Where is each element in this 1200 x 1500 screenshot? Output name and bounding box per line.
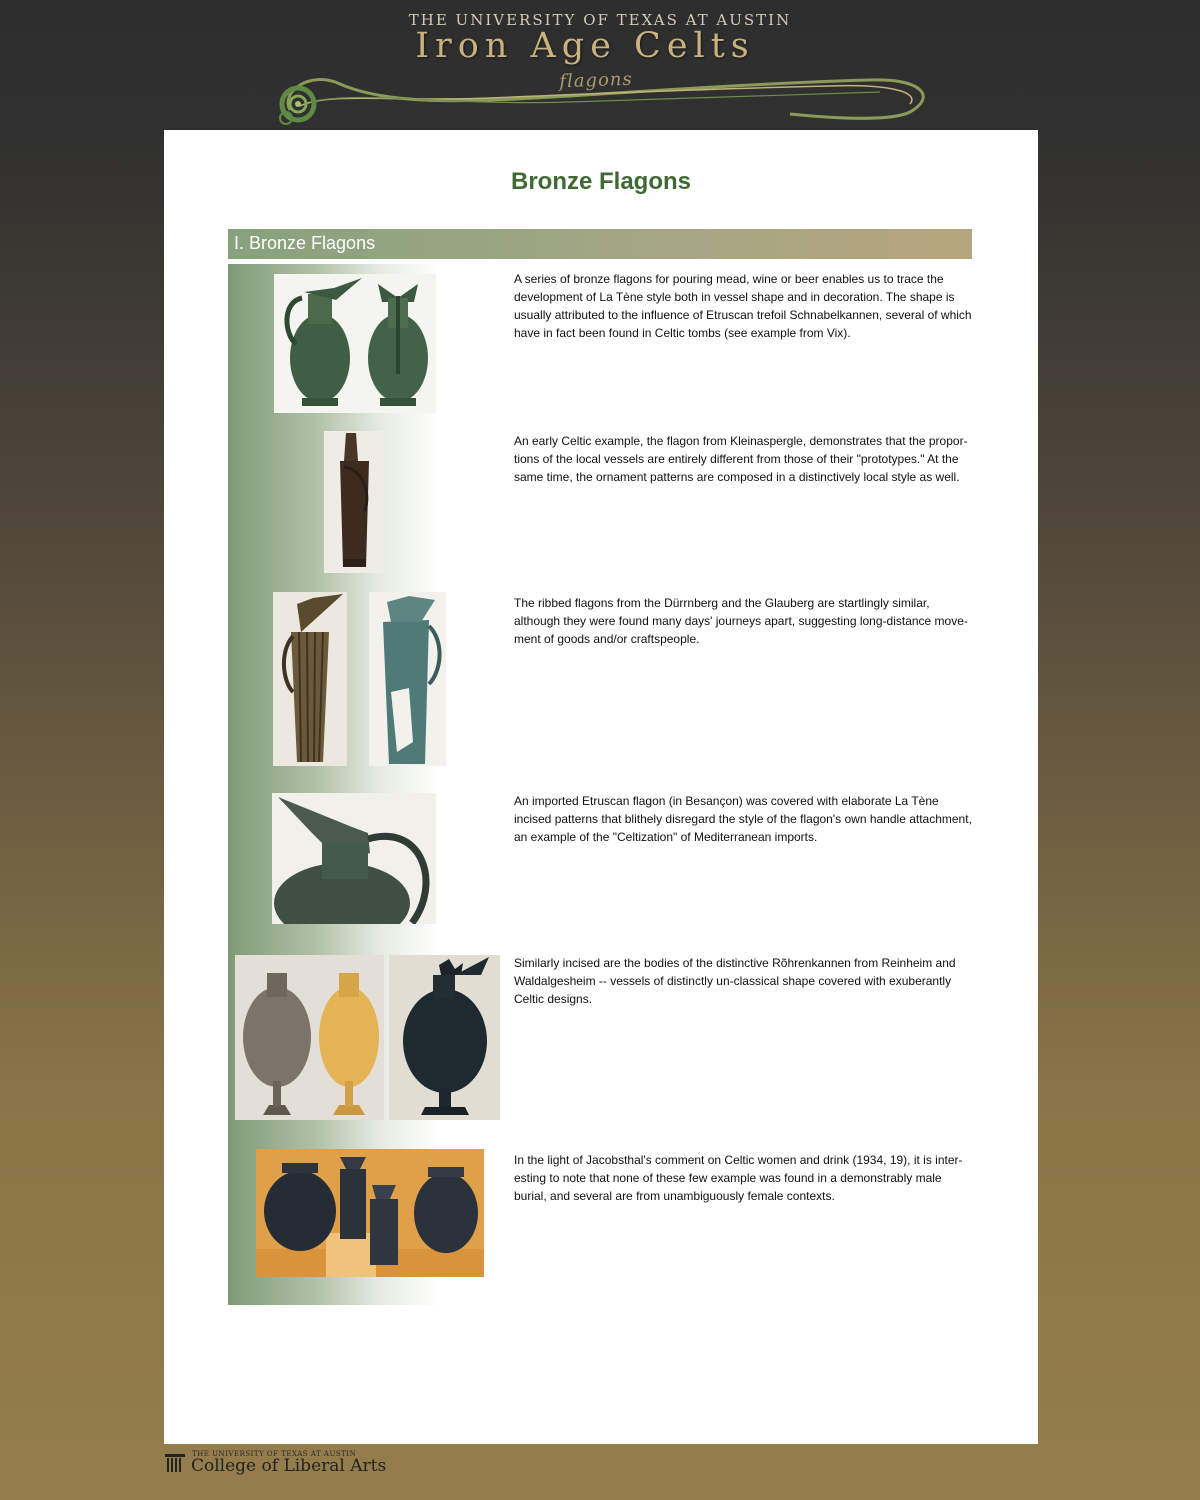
- entry-text-3: The ribbed flagons from the Dürrnberg and the Glauberg are startlingly similar, although they were found many days' journeys apart, suggesting long-distance move-ment of goods and/or craftspeople.: [514, 596, 968, 646]
- besancon-flagon-photo[interactable]: [272, 793, 436, 924]
- university-name: THE UNIVERSITY OF TEXAS AT AUSTIN: [408, 11, 792, 29]
- college-footer-logo[interactable]: [164, 1450, 424, 1480]
- footer-university-name: THE UNIVERSITY OF TEXAS AT AUSTIN: [192, 1450, 357, 1458]
- entry-text-1: A series of bronze flagons for pouring mead, wine or beer enables us to trace the development of La Tène style both in vessel shape and in decoration. The shape is usually attributed to the influence of Etruscan trefoil Schnabelkannen, several of which have in fact been found in Celtic tombs (see example from Vix).: [514, 272, 972, 340]
- entry-text-4: An imported Etruscan flagon (in Besançon) was covered with elaborate La Tène incised patterns that blithely disregard the style of the flagon's own handle attachment, an example of the "Celtization" of Mediterranean imports.: [514, 794, 972, 844]
- bronze-flagon-pair-photo[interactable]: [274, 274, 436, 413]
- section-title: I. Bronze Flagons: [234, 233, 376, 253]
- celtic-swirl-ornament: [270, 62, 940, 126]
- site-subtitle: flagons: [558, 68, 634, 93]
- waldalgesheim-rohrenkannen-photo[interactable]: [389, 955, 500, 1120]
- site-title[interactable]: Iron Age Celts: [415, 26, 755, 66]
- glauberg-flagon-photo[interactable]: [369, 592, 446, 766]
- kleinaspergle-flagon-photo[interactable]: [324, 431, 385, 573]
- entry-text-6: In the light of Jacobsthal's comment on Celtic women and drink (1934, 19), it is inter-esting to note that none of these few example was found in a demonstrably male burial, and several are from unambiguously female contexts.: [514, 1153, 963, 1203]
- page-title: Bronze Flagons: [510, 168, 691, 195]
- flagon-group-photo[interactable]: [256, 1149, 484, 1277]
- footer-college-name: College of Liberal Arts: [191, 1456, 387, 1476]
- entry-text-5: Similarly incised are the bodies of the distinctive Rõhrenkannen from Reinheim and Waldalgesheim -- vessels of distinctly un-classical shape covered with exuberantly Celtic designs.: [514, 956, 956, 1006]
- content-panel: [164, 130, 1038, 1444]
- site-banner: [0, 0, 1200, 130]
- section-header-bar: [228, 229, 972, 259]
- tower-columns-icon: [164, 1452, 186, 1474]
- entry-text-2: An early Celtic example, the flagon from Kleinaspergle, demonstrates that the propor-tions of the local vessels are entirely different from those of their "prototypes." At the same time, the ornament patterns are composed in a distinctively local style as well.: [514, 434, 968, 484]
- durrnberg-flagon-photo[interactable]: [273, 592, 347, 766]
- reinheim-rohrenkannen-photo[interactable]: [235, 955, 384, 1120]
